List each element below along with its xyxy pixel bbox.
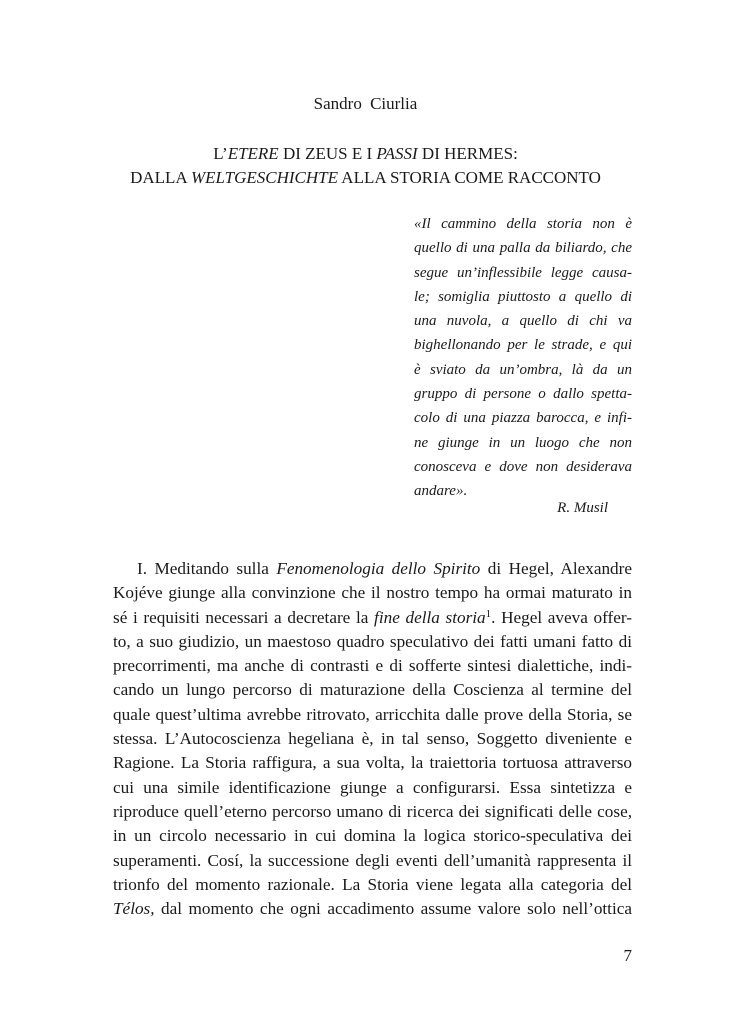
body-line: Kojéve giunge alla convinzione che il nostro tempo ha ormai maturato in [113, 583, 632, 603]
title-italic: WELTGESCHICHTE [190, 168, 338, 187]
body-line: quale quest’ultima avrebbe ritrovato, arricchita dalle prove della Storia, se [113, 704, 632, 724]
footnote-marker[interactable]: 1 [485, 607, 492, 620]
body-line: superamenti. Cosí, la successione degli eventi dell’umanità rappresenta il [113, 850, 632, 870]
body-paragraph [113, 557, 632, 921]
body-line: trionfo del momento razionale. La Storia viene legata alla categoria del [113, 874, 632, 894]
body-line: cando un lungo percorso di maturazione della Coscienza al termine del [113, 680, 632, 700]
title-text: L’ [213, 144, 228, 163]
body-line [113, 606, 632, 630]
epigraph [414, 212, 632, 504]
body-italic: fine della storia [374, 607, 486, 627]
epigraph-line: colo di una piazza barocca, e infi- [414, 410, 632, 427]
epigraph-line: andare». [414, 483, 468, 500]
body-line: Ragione. La Storia raffigura, a sua volta, la traiettoria tortuosa attraverso [113, 753, 632, 773]
epigraph-attribution: R. Musil [557, 500, 608, 516]
body-line: stessa. L’Autocoscienza hegeliana è, in tal senso, Soggetto diveniente e [113, 729, 632, 749]
epigraph-line: segue un’inflessibile legge causa- [414, 264, 632, 281]
author-name: Sandro Ciurlia [313, 94, 418, 113]
title-italic: ETERE [227, 144, 279, 163]
body-line: to, a suo giudizio, un maestoso quadro speculativo dei fatti umani fatto di [113, 631, 632, 651]
title-line-1 [0, 142, 731, 166]
body-text: . Hegel aveva offer- [491, 607, 632, 627]
epigraph-line: una nuvola, a quello di chi va [414, 313, 632, 330]
body-line [113, 557, 632, 581]
epigraph-line: quello di una palla da biliardo, che [414, 240, 632, 257]
body-line: in un circolo necessario in cui domina la logica storico-speculativa dei [113, 826, 632, 846]
body-line: precorrimenti, ma anche di contrasti e di sofferte sintesi dialettiche, indi- [113, 656, 632, 676]
epigraph-line: le; somiglia piuttosto a quello di [414, 288, 632, 305]
body-text: sé i requisiti necessari a decretare la [113, 607, 375, 627]
title-text: DI HERMES: [417, 144, 518, 163]
body-italic: Fenomenologia dello Spirito [276, 559, 481, 578]
body-italic: Télos, [113, 899, 155, 919]
title-text: ALLA STORIA COME RACCONTO [338, 168, 601, 187]
body-text: dal momento che ogni accadimento assume valore solo nell’ottica [154, 899, 632, 919]
body-line: cui una simile identificazione giunge a configurarsi. Essa sintetizza e [113, 777, 632, 797]
epigraph-line: conosceva e dove non desiderava [414, 458, 632, 475]
epigraph-line: ne giunge in un luogo che non [414, 434, 632, 451]
epigraph-line: bighellonando per le strade, e qui [414, 337, 632, 354]
epigraph-line: è sviato da un’ombra, là da un [414, 361, 632, 378]
body-text: I. Meditando sulla [137, 559, 277, 578]
title-line-2 [0, 166, 731, 190]
epigraph-line: «Il cammino della storia non è [414, 216, 632, 232]
body-text: di Hegel, Alexandre [480, 559, 632, 578]
page-number: 7 [623, 946, 632, 965]
title-text: DALLA [130, 168, 191, 187]
body-line [113, 897, 632, 921]
title-text: DI ZEUS E I [278, 144, 377, 163]
epigraph-line: gruppo di persone o dallo spetta- [414, 386, 632, 403]
body-line: riproduce quell’eterno percorso umano di ricerca dei significati delle cose, [113, 801, 632, 821]
title-italic: PASSI [376, 144, 418, 163]
article-title [0, 142, 731, 190]
